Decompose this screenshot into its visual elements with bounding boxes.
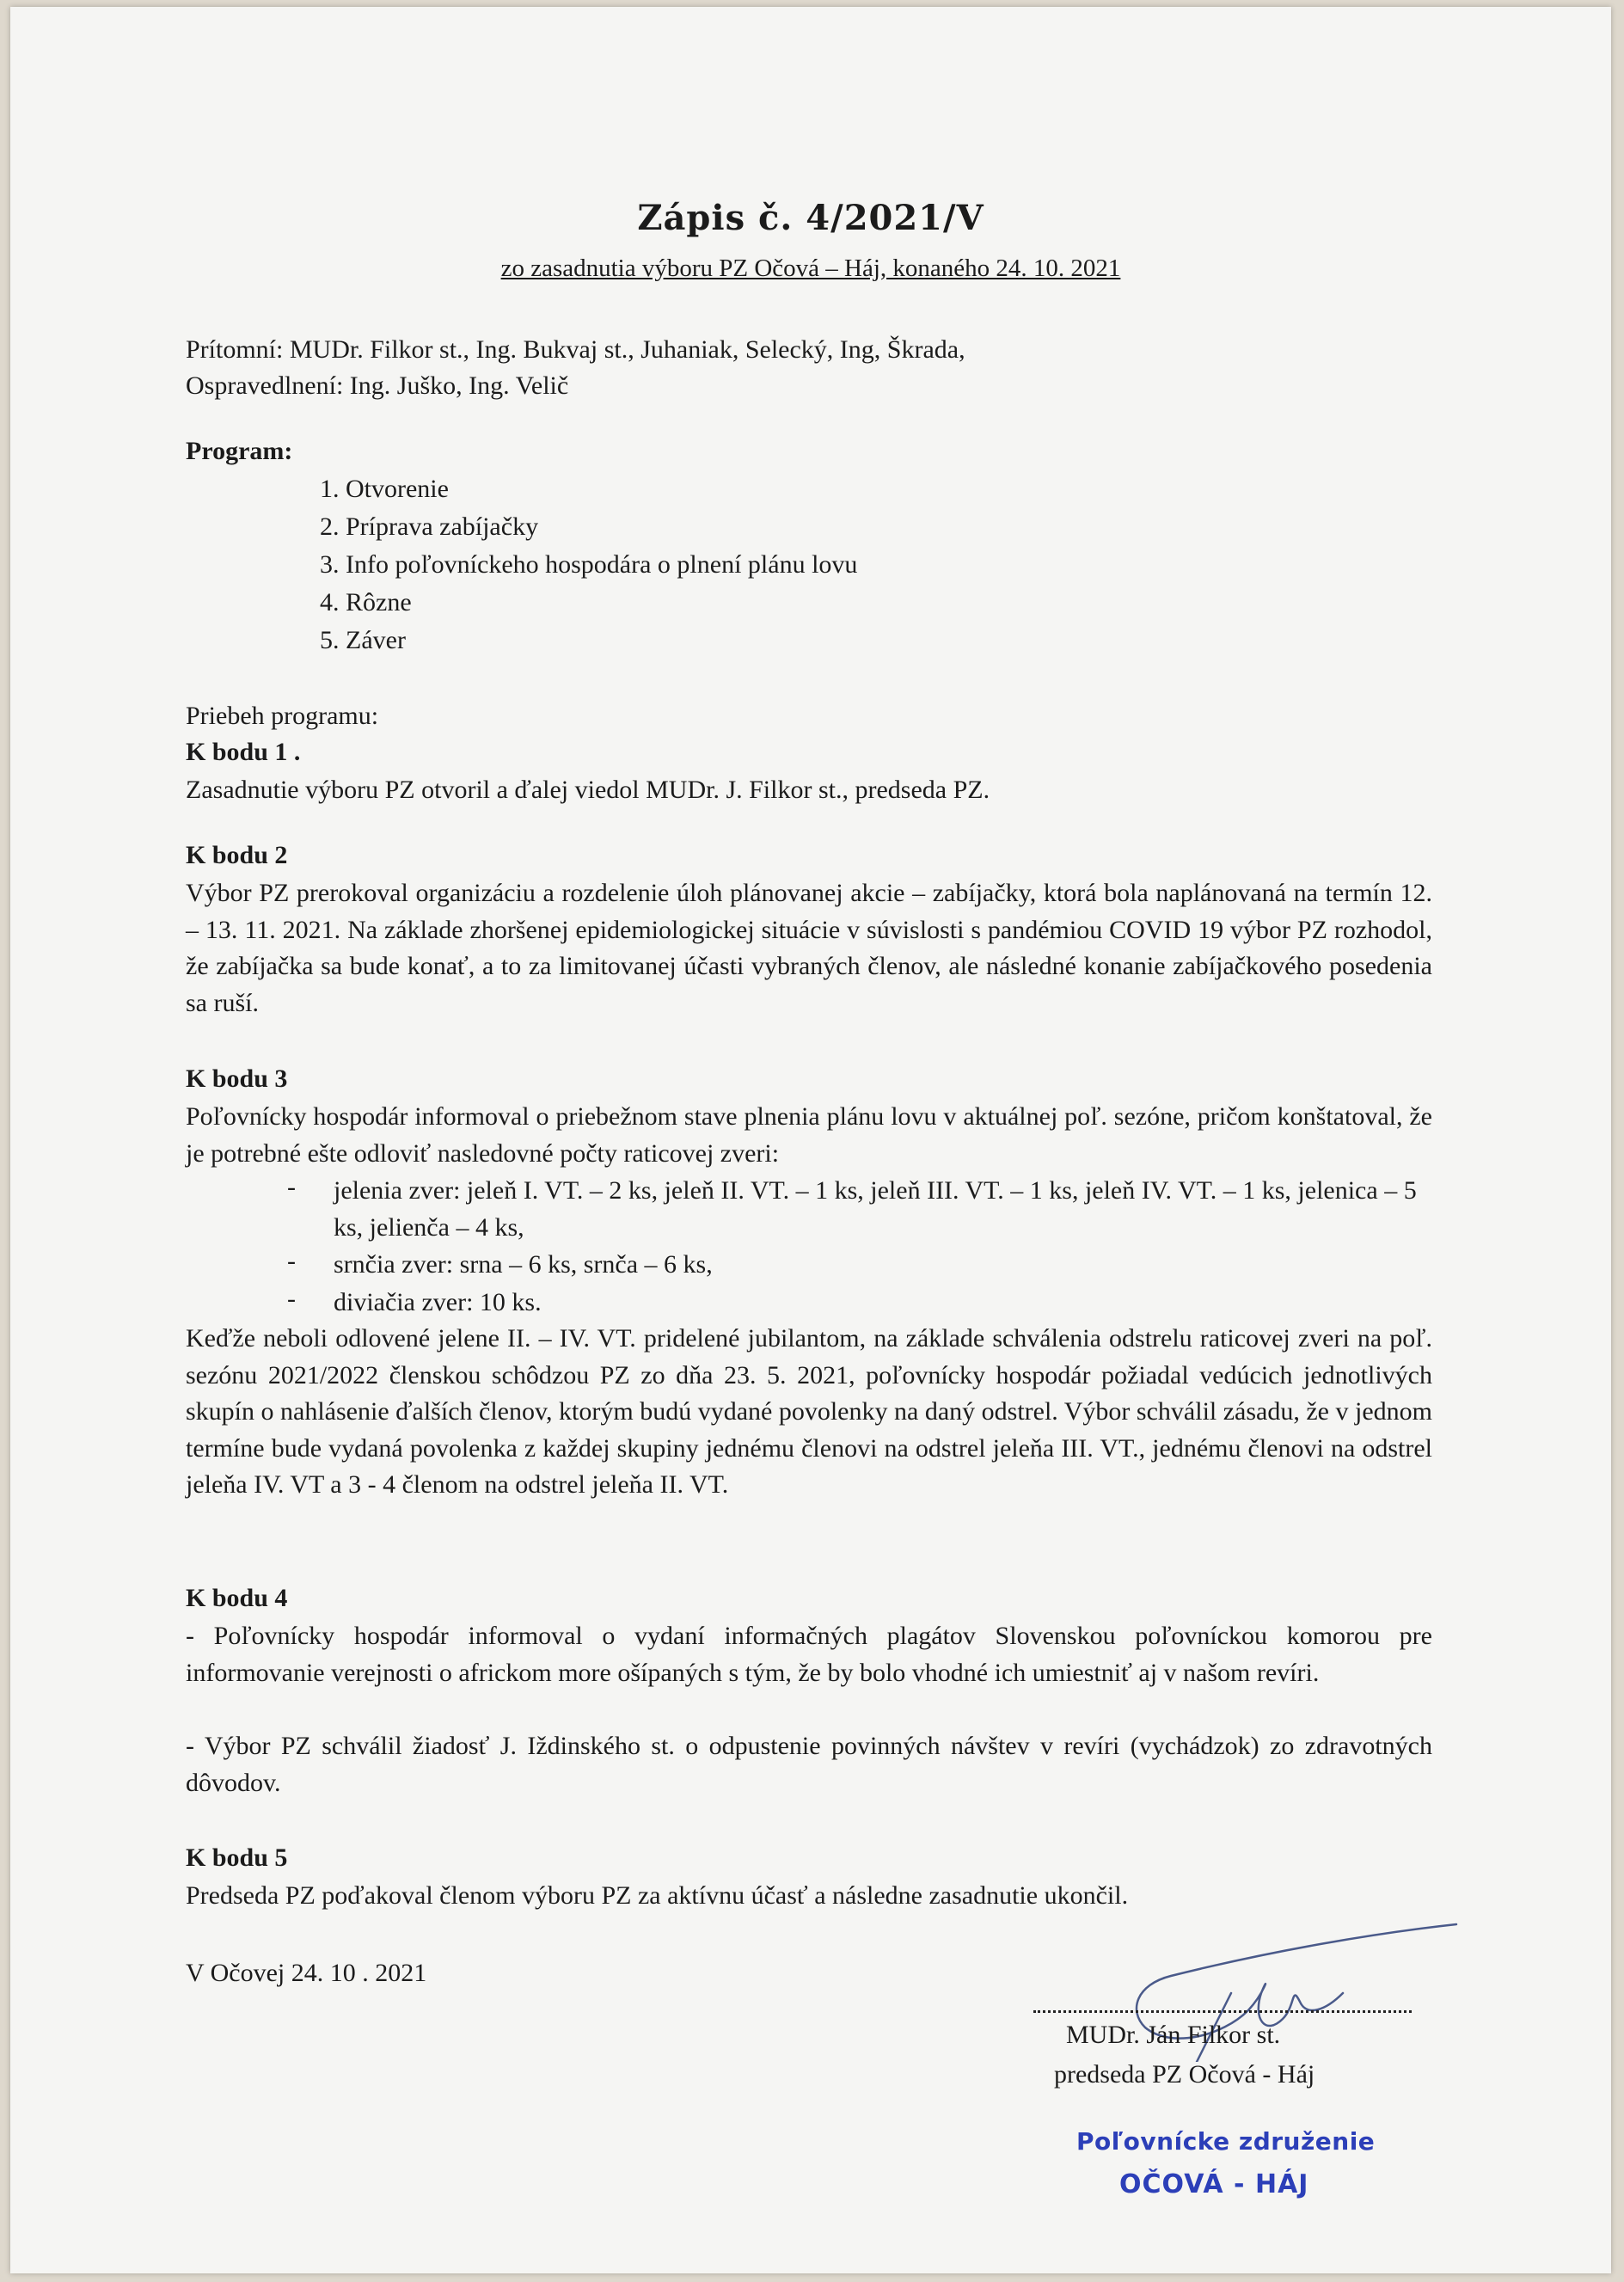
document-subtitle: zo zasadnutia výboru PZ Očová – Háj, konaného 24. 10. 2021 [500, 255, 1121, 282]
point-5-heading: K bodu 5 [186, 1843, 288, 1872]
point-4-item-1: - Poľovnícky hospodár informoval o vydaní informačných plagátov Slovenskou poľovníckou komorou pre informovanie verejnosti o africkom more ošípaných s tým, že by bolo vhodné ich umiestniť aj v našom revíri. [186, 1622, 1432, 1687]
point-3-heading: K bodu 3 [186, 1064, 288, 1093]
program-heading: Program: [186, 437, 293, 465]
stamp-line-1: Poľovnícke združenie [1076, 2127, 1376, 2156]
point-2-text: Výbor PZ prerokoval organizáciu a rozdelenie úloh plánovanej akcie – zabíjačky, ktorá bola naplánovaná na termín 12. – 13. 11. 2021. Na základe zhoršenej epidemiologickej situácie v súvislosti s pandémiou COVID 19 výbor PZ rozhodol, že zabíjačka sa bude konať, a to za limitovanej účasti vybraných členov, ale následné konanie zabíjačkového posedenia sa ruší. [186, 879, 1432, 1017]
list-item: diviačia zver: 10 ks. [334, 1288, 542, 1316]
program-item: 2. Príprava zabíjačky [320, 512, 539, 541]
signatory-role: predseda PZ Očová - Háj [1054, 2060, 1315, 2089]
signature-line [1033, 2010, 1412, 2013]
point-4-item-2: - Výbor PZ schválil žiadosť J. Iždinského st. o odpustenie povinných návštev v revíri (vychádzok) zo zdravotných dôvodov. [186, 1732, 1432, 1797]
program-item: 4. Rôzne [320, 588, 412, 617]
signatory-name: MUDr. Ján Filkor st. [1066, 2021, 1281, 2049]
point-2-heading: K bodu 2 [186, 841, 288, 869]
stamp-line-2: OČOVÁ - HÁJ [1119, 2169, 1309, 2199]
document-title: Zápis č. 4/2021/V [637, 198, 984, 238]
point-5-text: Predseda PZ poďakoval členom výboru PZ za aktívnu účasť a následne zasadnutie ukončil. [186, 1881, 1129, 1910]
program-item: 3. Info poľovníckeho hospodára o plnení plánu lovu [320, 550, 858, 579]
list-item: srnčia zver: srna – 6 ks, srnča – 6 ks, [334, 1250, 713, 1279]
point-4-heading: K bodu 4 [186, 1584, 288, 1612]
program-item: 1. Otvorenie [320, 475, 449, 503]
proceedings-heading: Priebeh programu: [186, 702, 379, 730]
program-item: 5. Záver [320, 626, 406, 654]
point-3-body: Keďže neboli odlovené jelene II. – IV. VT. pridelené jubilantom, na základe schválenia odstrelu raticovej zveri na poľ. sezónu 2021/2022 členskou schôdzou PZ zo dňa 23. 5. 2021, poľovnícky hospodár požiadal vedúcich jednotlivých skupín o nahlásenie ďalších členov, ktorým budú vydané povolenky na daný odstrel. Výbor schválil zásadu, že v jednom termíne bude vydaná povolenka z každej skupiny jednému členovi na odstrel jeleňa III. VT., jednému členovi na odstrel jeleňa IV. VT a 3 - 4 členom na odstrel jeleňa II. VT. [186, 1324, 1432, 1499]
point-1-heading: K bodu 1 . [186, 738, 301, 766]
present-members: Prítomní: MUDr. Filkor st., Ing. Bukvaj st., Juhaniak, Selecký, Ing, Škrada, [186, 335, 965, 364]
bullet-dash: - [287, 1285, 296, 1313]
list-item: jelenia zver: jeleň I. VT. – 2 ks, jeleň II. VT. – 1 ks, jeleň III. VT. – 1 ks, jeleň IV. VT. – 1 ks, jelenica – 5 ks, jelienča – 4 ks, [334, 1176, 1417, 1242]
bullet-dash: - [287, 1247, 296, 1275]
document-page [10, 7, 1611, 2273]
point-3-intro: Poľovnícky hospodár informoval o priebežnom stave plnenia plánu lovu v aktuálnej poľ. sezóne, pričom konštatoval, že je potrebné ešte odloviť nasledovné počty raticovej zveri: [186, 1102, 1432, 1168]
point-1-text: Zasadnutie výboru PZ otvoril a ďalej viedol MUDr. J. Filkor st., predseda PZ. [186, 776, 990, 804]
bullet-dash: - [287, 1173, 296, 1201]
place-date: V Očovej 24. 10 . 2021 [186, 1959, 427, 1987]
excused-members: Ospravedlnení: Ing. Juško, Ing. Velič [186, 371, 569, 400]
